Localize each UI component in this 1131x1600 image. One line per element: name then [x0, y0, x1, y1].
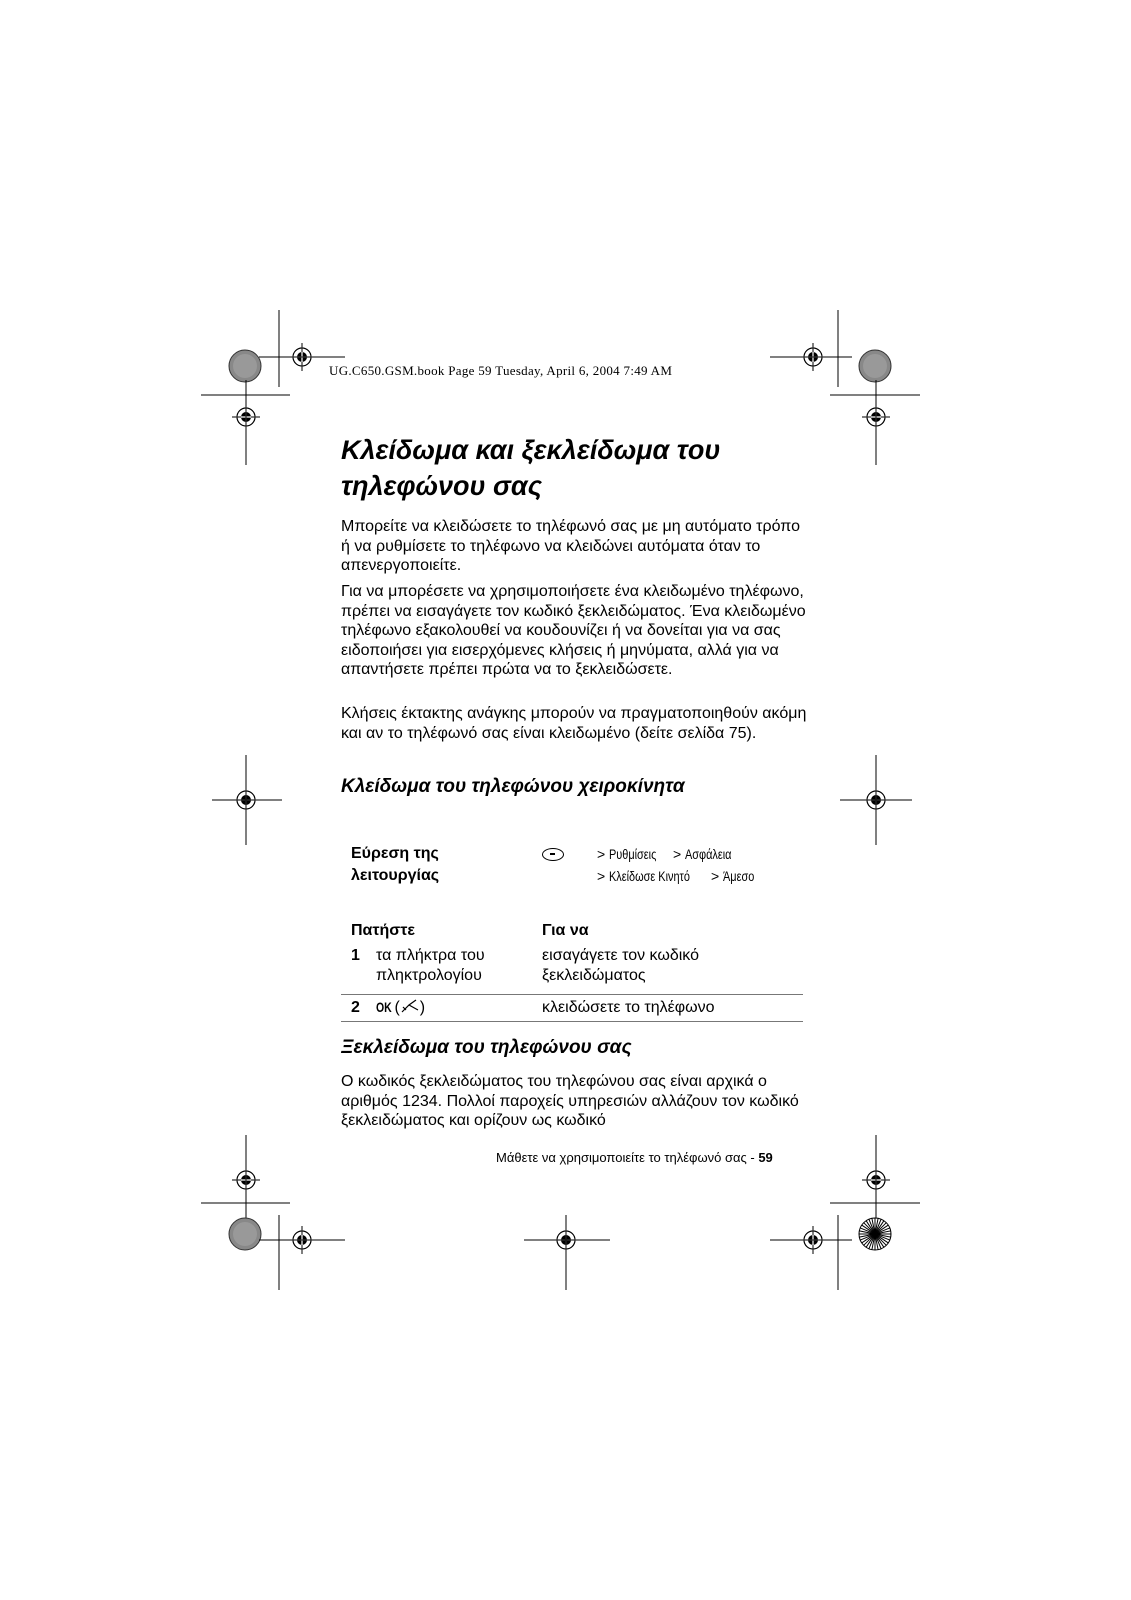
menu-item-phone-lock: Κλείδωσε Κινητό: [609, 868, 691, 884]
page-title: [341, 432, 801, 504]
ok-key-label: OK: [376, 999, 392, 1015]
page-title-line2: τηλεφώνου σας: [341, 471, 542, 501]
soft-key-icon: [400, 998, 420, 1014]
section-title-manual-lock: Κλείδωμα του τηλεφώνου χειροκίνητα: [341, 776, 685, 797]
page-number: 59: [758, 1150, 773, 1165]
table-divider: [341, 1021, 803, 1022]
menu-item-security: Ασφάλεια: [685, 846, 732, 862]
table-header-to: Για να: [542, 922, 589, 939]
menu-item-immediate: Άμεσο: [723, 868, 755, 884]
page-title-line1: Κλείδωμα και ξεκλείδωμα του: [341, 435, 721, 465]
menu-path-line2: > Κλείδωσε Κινητό > Άμεσο: [597, 868, 755, 884]
book-header-line: UG.C650.GSM.book Page 59 Tuesday, April 6, 2004 7:49 AM: [329, 363, 673, 378]
menu-item-settings: Ρυθμίσεις: [609, 846, 657, 862]
step-number: 1: [351, 947, 360, 964]
section-title-unlock: Ξεκλείδωμα του τηλεφώνου σας: [341, 1037, 632, 1058]
table-divider: [341, 994, 803, 995]
intro-paragraph: Μπορείτε να κλειδώσετε το τηλέφωνό σας με μη αυτόματο τρόπο ή να ρυθμίσετε το τηλέφωνο να κλειδώνει αυτόματα όταν το απενεργοποιείτε.: [341, 518, 800, 574]
step-press: τα πλήκτρα του πληκτρολογίου: [376, 947, 485, 984]
step-press: OK ( ): [376, 999, 426, 1016]
step-number: 2: [351, 999, 360, 1016]
step-action: εισαγάγετε τον κωδικό ξεκλειδώματος: [542, 947, 699, 984]
menu-key-icon: [542, 848, 564, 861]
find-feature-label: Εύρεση της λειτουργίας: [351, 845, 440, 884]
locked-phone-paragraph: Για να μπορέσετε να χρησιμοποιήσετε ένα κλειδωμένο τηλέφωνο, πρέπει να εισαγάγετε τον κωδικό ξεκλειδώματος. Ένα κλειδωμένο τηλέφωνο εξακολουθεί να κουδουνίζει ή να δονείται για να σας ειδοποιήσει για εισερχόμενες κλήσεις ή μηνύματα, αλλά για να απαντήσετε πρέπει πρώτα να το ξεκλειδώσετε.: [341, 583, 806, 678]
unlock-code-paragraph: Ο κωδικός ξεκλειδώματος του τηλεφώνου σας είναι αρχικά ο αριθμός 1234. Πολλοί παροχείς υπηρεσιών αλλάζουν τον κωδικό ξεκλειδώματος και ορίζουν ως κωδικό: [341, 1073, 799, 1129]
menu-path-line1: > Ρυθμίσεις > Ασφάλεια: [597, 846, 732, 862]
emergency-calls-paragraph: Κλήσεις έκτακτης ανάγκης μπορούν να πραγματοποιηθούν ακόμη και αν το τηλέφωνό σας είναι κλειδωμένο (δείτε σελίδα 75).: [341, 705, 807, 742]
step-action: κλειδώσετε το τηλέφωνο: [542, 999, 715, 1016]
table-header-press: Πατήστε: [351, 922, 415, 939]
page-footer: Μάθετε να χρησιμοποιείτε το τηλέφωνό σας - 59: [496, 1150, 773, 1165]
